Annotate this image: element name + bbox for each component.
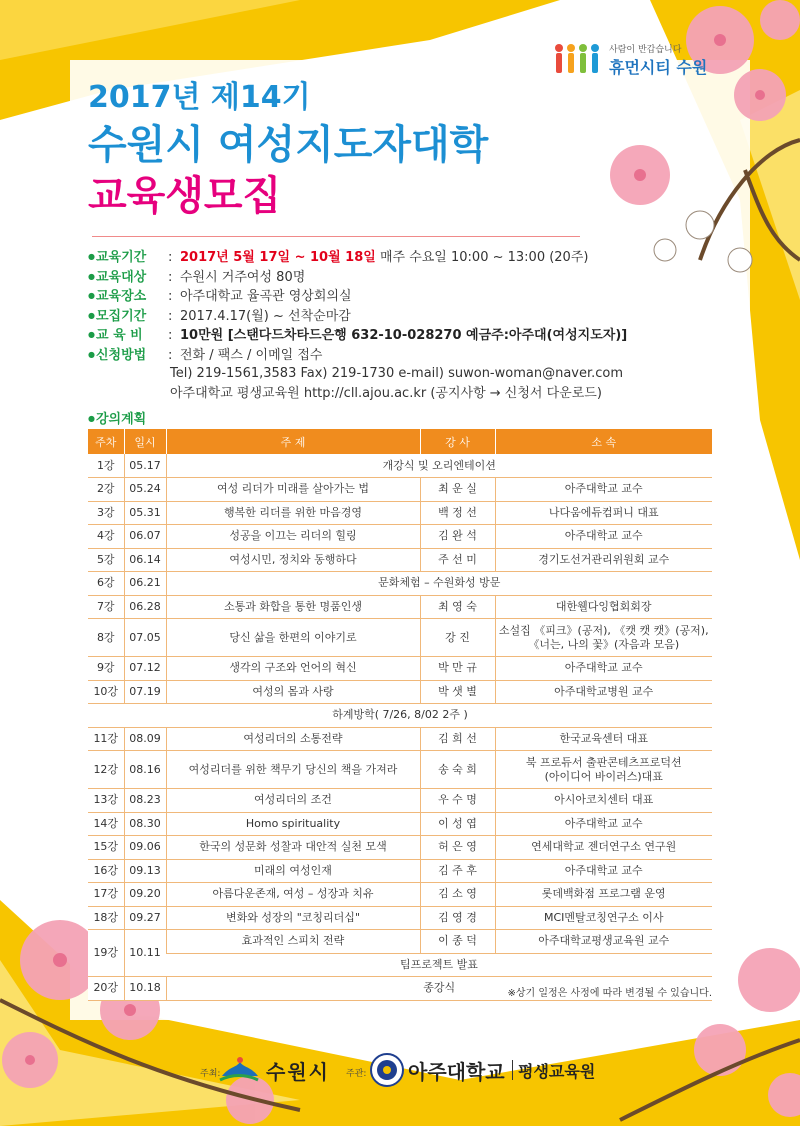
cell-date: 05.31 [124, 501, 166, 525]
info-row-apply: ● 신청방법 : 전화 / 팩스 / 이메일 접수 [88, 345, 648, 365]
cell-topic: 한국의 성문화 성찰과 대안적 실천 모색 [166, 836, 420, 860]
cell-topic: 여성의 몸과 사랑 [166, 680, 420, 704]
header-week: 주차 [88, 429, 124, 454]
cell-date: 06.14 [124, 548, 166, 572]
cell-date: 09.13 [124, 859, 166, 883]
table-row [88, 657, 712, 681]
cell-affiliation: 한국교육센터 대표 [495, 727, 712, 751]
cell-date: 09.27 [124, 906, 166, 930]
title-line-1: 2017년 제14기 [88, 80, 311, 115]
cell-affiliation: 아주대학교평생교육원 교수 [495, 930, 712, 954]
table-row [88, 789, 712, 813]
cell-lecturer: 허 은 영 [420, 836, 495, 860]
cell-event: 문화체험 – 수원화성 방문 [166, 572, 712, 596]
plan-label: ● 강의계획 [88, 408, 146, 427]
cell-affiliation: 아시아코치센터 대표 [495, 789, 712, 813]
table-row [88, 572, 712, 596]
cell-affiliation: 소설집 《피크》(공저), 《캣 캣 캣》(공저), 《너는, 나의 꽃》(자음과 모음) [495, 619, 712, 657]
cell-week: 20강 [88, 977, 124, 1001]
cell-date: 10.18 [124, 977, 166, 1001]
sponsor-name: 수원시 [266, 1060, 330, 1084]
cell-date: 06.21 [124, 572, 166, 596]
info-row-recruit: ● 모집기간 : 2017.4.17(월) ~ 선착순마감 [88, 306, 648, 326]
brand-tagline: 사람이 반갑습니다 [609, 45, 682, 55]
header-topic: 주 제 [166, 429, 420, 454]
cell-lecturer: 이 종 덕 [420, 930, 495, 954]
cell-lecturer: 김 영 경 [420, 906, 495, 930]
header-affiliation: 소 속 [495, 429, 712, 454]
cell-week: 4강 [88, 525, 124, 549]
info-label: ● 교육장소 [88, 286, 168, 307]
cell-event: 개강식 및 오리엔테이션 [166, 454, 712, 478]
table-row [88, 501, 712, 525]
cell-week: 8강 [88, 619, 124, 657]
cell-topic: 여성시민, 정치와 동행하다 [166, 548, 420, 572]
cell-topic: 미래의 여성인재 [166, 859, 420, 883]
table-row [88, 595, 712, 619]
people-icon [553, 42, 605, 78]
info-list [88, 247, 648, 403]
cell-lecturer: 이 성 엽 [420, 812, 495, 836]
cell-event: 종강식 [166, 977, 712, 1001]
table-row [88, 812, 712, 836]
cell-lecturer: 최 영 숙 [420, 595, 495, 619]
cell-week: 3강 [88, 501, 124, 525]
cell-topic: 아름다운존재, 여성 – 성장과 치유 [166, 883, 420, 907]
sponsor-label: 주최: [200, 1069, 221, 1079]
cell-week: 13강 [88, 789, 124, 813]
cell-topic: 여성리더를 위한 책무기 당신의 책을 가져라 [166, 751, 420, 789]
cell-topic: 성공을 이끄는 리더의 힐링 [166, 525, 420, 549]
cell-topic: 당신 삶을 한편의 이야기로 [166, 619, 420, 657]
cell-lecturer: 김 완 석 [420, 525, 495, 549]
cell-topic: Homo spirituality [166, 812, 420, 836]
info-value: 아주대학교 율곡관 영상회의실 [180, 289, 352, 304]
info-row-period: ● 교육기간 : 2017년 5월 17일 ~ 10월 18일 매주 수요일 10:00 ~ 13:00 (20주) [88, 247, 648, 267]
cell-lecturer: 송 숙 희 [420, 751, 495, 789]
schedule-note: ※상기 일정은 사정에 따라 변경될 수 있습니다. [507, 988, 712, 999]
cell-date: 10.11 [124, 930, 166, 977]
cell-lecturer: 우 수 명 [420, 789, 495, 813]
cell-week: 7강 [88, 595, 124, 619]
cell-week: 17강 [88, 883, 124, 907]
info-label: ● 교육기간 [88, 247, 168, 268]
cell-topic: 여성 리더가 미래를 살아가는 법 [166, 478, 420, 502]
cell-lecturer: 김 희 선 [420, 727, 495, 751]
humancity-suwon-logo [553, 40, 713, 80]
cell-date: 06.28 [124, 595, 166, 619]
title-line-2: 수원시 여성지도자대학 [88, 122, 489, 168]
cell-lecturer: 박 만 규 [420, 657, 495, 681]
cell-affiliation: 아주대학교 교수 [495, 859, 712, 883]
cell-date: 09.20 [124, 883, 166, 907]
cell-week: 16강 [88, 859, 124, 883]
brand-name: 휴먼시티 수원 [609, 58, 708, 77]
info-row-fee: ● 교 육 비 : 10만원 [스탠다드차타드은행 632-10-028270 예금주:아주대(여성지도자)] [88, 325, 648, 345]
cell-week: 14강 [88, 812, 124, 836]
info-value: 수원시 거주여성 80명 [180, 269, 306, 285]
info-label: ● 교 육 비 [88, 325, 168, 346]
header-lecturer: 강 사 [420, 429, 495, 454]
cell-date: 08.09 [124, 727, 166, 751]
cell-affiliation: 나다움에듀컴퍼니 대표 [495, 501, 712, 525]
table-row [88, 619, 712, 657]
cell-lecturer: 김 소 영 [420, 883, 495, 907]
divider [92, 236, 580, 237]
schedule-body [88, 454, 712, 1000]
info-value: 10만원 [스탠다드차타드은행 632-10-028270 예금주:아주대(여성지도자)] [180, 328, 628, 343]
cell-week: 11강 [88, 727, 124, 751]
info-value: 매주 수요일 10:00 ~ 13:00 (20주) [375, 250, 589, 265]
break-cell: 하계방학( 7/26, 8/02 2주 ) [88, 704, 712, 728]
cell-week: 19강 [88, 930, 124, 977]
host-subname: 평생교육원 [518, 1062, 596, 1081]
cell-week: 2강 [88, 478, 124, 502]
table-header-row [88, 429, 712, 454]
cell-affiliation: 아주대학교 교수 [495, 525, 712, 549]
cell-week: 18강 [88, 906, 124, 930]
cell-topic: 생각의 구조와 언어의 혁신 [166, 657, 420, 681]
cell-week: 10강 [88, 680, 124, 704]
footer [0, 1040, 800, 1100]
suwon-emblem-icon [218, 1054, 260, 1084]
info-label: ● 신청방법 [88, 345, 168, 366]
cell-lecturer: 강 진 [420, 619, 495, 657]
host-separator [512, 1060, 513, 1080]
cell-date: 07.12 [124, 657, 166, 681]
cell-topic: 소통과 화합을 통한 명품인생 [166, 595, 420, 619]
cell-week: 9강 [88, 657, 124, 681]
cell-event: 팀프로젝트 발표 [166, 953, 712, 977]
cell-affiliation: 아주대학교 교수 [495, 812, 712, 836]
cell-topic: 여성리더의 소통전략 [166, 727, 420, 751]
cell-lecturer: 백 정 선 [420, 501, 495, 525]
cell-date: 09.06 [124, 836, 166, 860]
table-row [88, 525, 712, 549]
cell-week: 6강 [88, 572, 124, 596]
cell-lecturer: 주 선 미 [420, 548, 495, 572]
cell-lecturer: 김 주 후 [420, 859, 495, 883]
cell-affiliation: 롯데백화점 프로그램 운영 [495, 883, 712, 907]
info-row-place: ● 교육장소 : 아주대학교 율곡관 영상회의실 [88, 286, 648, 306]
table-row [88, 680, 712, 704]
cell-affiliation: 아주대학교병원 교수 [495, 680, 712, 704]
table-row [88, 478, 712, 502]
cell-date: 06.07 [124, 525, 166, 549]
cell-date: 08.30 [124, 812, 166, 836]
cell-date: 05.17 [124, 454, 166, 478]
break-row [88, 704, 712, 728]
cell-date: 07.19 [124, 680, 166, 704]
cell-affiliation: 북 프로듀서 출판콘테츠프로덕션 (아이디어 바이러스)대표 [495, 751, 712, 789]
cell-week: 1강 [88, 454, 124, 478]
cell-affiliation: MCI멘탈코칭연구소 이사 [495, 906, 712, 930]
cell-affiliation: 경기도선거관리위원회 교수 [495, 548, 712, 572]
info-label: ● 교육대상 [88, 267, 168, 288]
table-row [88, 751, 712, 789]
table-row [88, 836, 712, 860]
website-line: 아주대학교 평생교육원 http://cll.ajou.ac.kr (공지사항 → 신청서 다운로드) [170, 385, 602, 401]
table-row [88, 906, 712, 930]
cell-date: 07.05 [124, 619, 166, 657]
info-label: ● 모집기간 [88, 306, 168, 327]
cell-topic: 여성리더의 조건 [166, 789, 420, 813]
table-row [88, 548, 712, 572]
schedule-table [88, 429, 712, 1001]
cell-date: 08.23 [124, 789, 166, 813]
ajou-emblem-icon [370, 1053, 404, 1087]
table-row [88, 953, 712, 977]
table-row [88, 859, 712, 883]
host-name: 아주대학교 [408, 1060, 505, 1084]
table-row [88, 727, 712, 751]
table-row [88, 454, 712, 478]
table-row [88, 930, 712, 954]
cell-week: 15강 [88, 836, 124, 860]
contact-line: Tel) 219-1561,3583 Fax) 219-1730 e-mail) suwon-woman@naver.com [170, 366, 624, 381]
title-line-3: 교육생모집 [88, 173, 282, 219]
header-date: 일시 [124, 429, 166, 454]
cell-week: 12강 [88, 751, 124, 789]
cell-topic: 변화와 성장의 "코칭리더십" [166, 906, 420, 930]
cell-affiliation: 대한웰다잉협회회장 [495, 595, 712, 619]
cell-topic: 효과적인 스피치 전략 [166, 930, 420, 954]
cell-date: 08.16 [124, 751, 166, 789]
info-highlight: 2017년 5월 17일 ~ 10월 18일 [180, 250, 376, 265]
cell-lecturer: 최 운 실 [420, 478, 495, 502]
cell-affiliation: 아주대학교 교수 [495, 478, 712, 502]
cell-topic: 행복한 리더를 위한 마음경영 [166, 501, 420, 525]
cell-affiliation: 연세대학교 젠더연구소 연구원 [495, 836, 712, 860]
table-row [88, 883, 712, 907]
host-label: 주관: [346, 1069, 367, 1079]
cell-date: 05.24 [124, 478, 166, 502]
info-row-target: ● 교육대상 : 수원시 거주여성 80명 [88, 267, 648, 287]
cell-affiliation: 아주대학교 교수 [495, 657, 712, 681]
cell-week: 5강 [88, 548, 124, 572]
cell-lecturer: 박 샛 별 [420, 680, 495, 704]
info-value: 2017.4.17(월) ~ 선착순마감 [180, 308, 351, 324]
info-value: 전화 / 팩스 / 이메일 접수 [180, 347, 323, 363]
